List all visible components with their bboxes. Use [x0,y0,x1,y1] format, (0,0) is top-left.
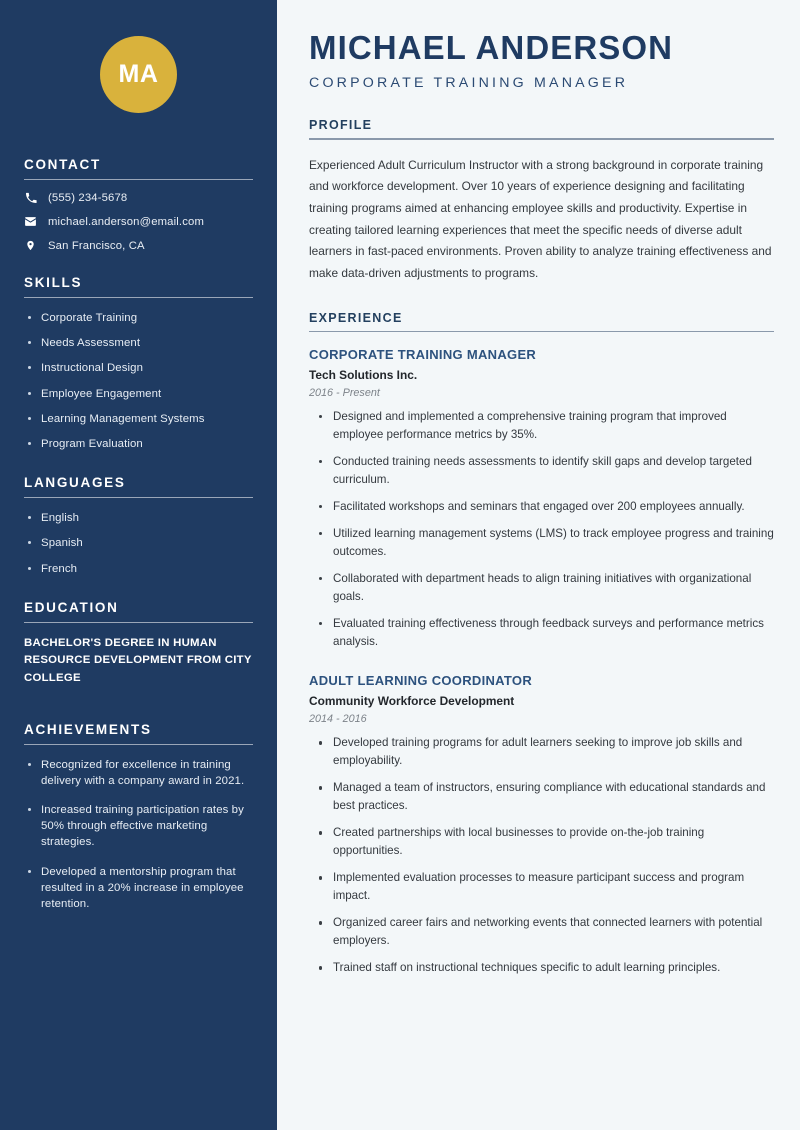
education-divider [24,622,253,623]
skills-list [24,310,253,452]
experience-title: CORPORATE TRAINING MANAGER [309,346,537,362]
achievements-list [24,757,253,913]
education-degree: BACHELOR'S DEGREE IN HUMAN RESOURCE DEVELOPMENT FROM CITY COLLEGE [24,636,252,685]
experience-bullets [309,408,774,651]
skills-divider [24,297,253,298]
list-item: Implemented evaluation processes to measure participant success and program impact. [315,869,774,905]
sidebar [0,0,277,1130]
experience-dates: 2016 - Present [309,386,380,399]
list-item: Spanish [24,535,253,551]
profile-heading: PROFILE [309,118,373,133]
list-item: Designed and implemented a comprehensive training program that improved employee performance metrics by 35%. [315,408,774,444]
avatar-container [24,0,253,157]
list-item: Needs Assessment [24,335,253,351]
avatar: MA [100,36,177,113]
list-item: Program Evaluation [24,436,253,452]
experience-company: Community Workforce Development [309,694,515,709]
skills-section [24,275,253,452]
list-item: Conducted training needs assessments to identify skill gaps and develop targeted curriculum. [315,453,774,489]
list-item: Managed a team of instructors, ensuring compliance with educational standards and best practices. [315,779,774,815]
achievements-divider [24,744,253,745]
list-item: Corporate Training [24,310,253,326]
contact-email-value: michael.anderson@email.com [48,215,205,228]
languages-list [24,510,253,577]
list-item: Developed training programs for adult learners seeking to improve job skills and employability. [315,734,774,770]
list-item: English [24,510,253,526]
experience-divider [309,331,774,332]
job-subtitle: CORPORATE TRAINING MANAGER [309,75,629,92]
contact-email[interactable] [24,215,253,228]
list-item: Learning Management Systems [24,411,253,427]
profile-section [309,118,774,284]
contact-divider [24,179,253,180]
skills-heading: SKILLS [24,275,83,290]
achievements-heading: ACHIEVEMENTS [24,721,152,737]
experience-heading: EXPERIENCE [309,310,403,325]
main-content [277,0,800,1130]
contact-phone[interactable] [24,192,253,204]
list-item: Utilized learning management systems (LMS) to track employee progress and training outcomes. [315,525,774,561]
contact-location-value: San Francisco, CA [48,239,145,252]
page-title: MICHAEL ANDERSON [309,29,674,66]
list-item: Evaluated training effectiveness through feedback surveys and performance metrics analysis. [315,615,774,651]
languages-heading: LANGUAGES [24,475,126,491]
list-item: Recognized for excellence in training delivery with a company award in 2021. [24,757,253,789]
envelope-icon [24,215,37,228]
list-item: Collaborated with department heads to align training initiatives with organizational goals. [315,570,774,606]
phone-icon [24,192,37,204]
languages-divider [24,497,253,498]
profile-divider [309,138,774,139]
list-item: Instructional Design [24,360,253,376]
experience-bullets [309,734,774,977]
list-item: Created partnerships with local businesses to provide on-the-job training opportunities. [315,824,774,860]
list-item: Developed a mentorship program that resulted in a 20% increase in employee retention. [24,864,253,913]
profile-text: Experienced Adult Curriculum Instructor with a strong background in corporate training and workforce development. Over 10 years of experience designing and facilitating training programs aimed at enhancing employee skills and productivity. Expertise in creating tailored learning experiences that meet the specific needs of diverse adult learners in fast-paced environments. Proven ability to analyze training effectiveness and make data-driven adjustments to programs. [309,157,772,280]
list-item: French [24,561,253,577]
map-pin-icon [24,239,37,252]
list-item: Trained staff on instructional techniques specific to adult learning principles. [315,959,774,977]
experience-dates: 2014 - 2016 [309,713,367,726]
experience-entry [309,673,774,977]
achievements-section [24,722,253,913]
experience-section [309,311,774,978]
contact-section [24,157,253,252]
list-item: Increased training participation rates by 50% through effective marketing strategies. [24,802,253,851]
contact-phone-value: (555) 234-5678 [48,192,128,204]
languages-section [24,475,253,577]
contact-heading: CONTACT [24,157,101,172]
list-item: Organized career fairs and networking events that connected learners with potential employers. [315,914,774,950]
experience-title: ADULT LEARNING COORDINATOR [309,673,533,689]
education-heading: EDUCATION [24,599,119,615]
experience-entry [309,347,774,651]
list-item: Employee Engagement [24,386,253,402]
experience-spacer [309,659,774,673]
experience-company: Tech Solutions Inc. [309,367,418,382]
list-item: Facilitated workshops and seminars that engaged over 200 employees annually. [315,498,774,516]
contact-location[interactable] [24,239,253,252]
education-section [24,600,253,688]
